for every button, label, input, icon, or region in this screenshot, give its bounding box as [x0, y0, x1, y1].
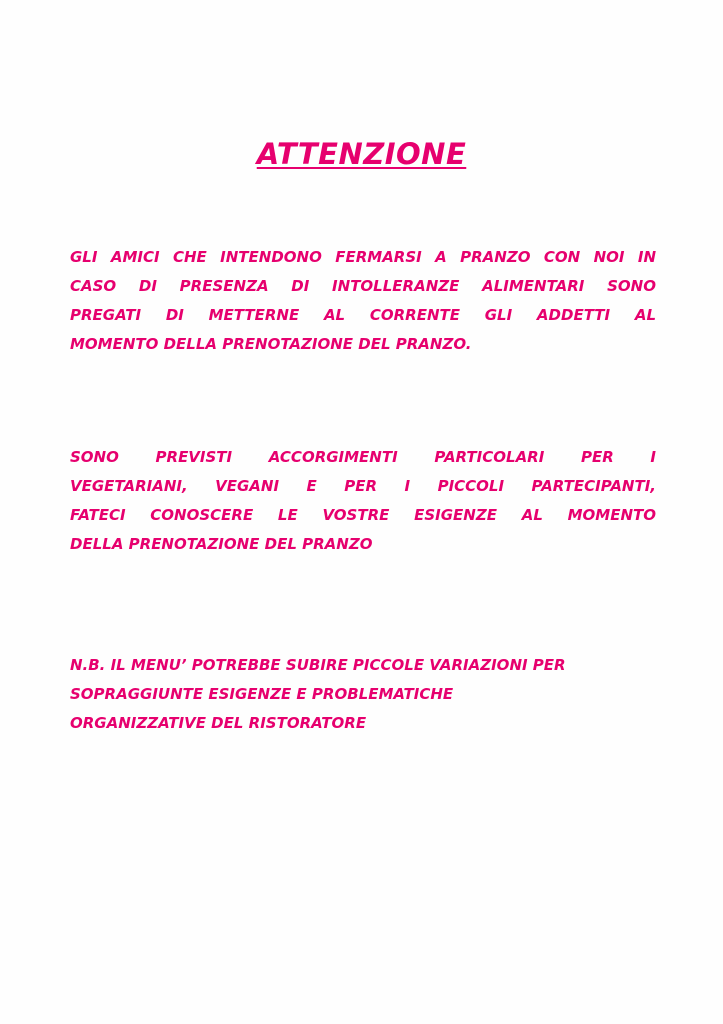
- paragraph-line: ORGANIZZATIVE DEL RISTORATORE: [70, 714, 367, 732]
- paragraph-line: FATECI CONOSCERE LE VOSTRE ESIGENZE AL MOMENTO: [70, 506, 656, 524]
- paragraph-line: CASO DI PRESENZA DI INTOLLERANZE ALIMENTARI SONO: [70, 277, 656, 295]
- paragraph-intolerances: [70, 243, 656, 359]
- page-title: ATTENZIONE: [256, 137, 467, 171]
- paragraph-line: GLI AMICI CHE INTENDONO FERMARSI A PRANZO CON NOI IN: [70, 248, 656, 266]
- paragraph-line: VEGETARIANI, VEGANI E PER I PICCOLI PARTECIPANTI,: [70, 477, 656, 495]
- paragraph-line: MOMENTO DELLA PRENOTAZIONE DEL PRANZO.: [70, 335, 472, 353]
- paragraph-menu-note: [70, 651, 656, 738]
- paragraph-line: PREGATI DI METTERNE AL CORRENTE GLI ADDETTI AL: [70, 306, 656, 324]
- paragraph-line: SONO PREVISTI ACCORGIMENTI PARTICOLARI PER I: [70, 448, 656, 466]
- paragraph-line: SOPRAGGIUNTE ESIGENZE E PROBLEMATICHE: [70, 685, 454, 703]
- paragraph-line: N.B. IL MENU’ POTREBBE SUBIRE PICCOLE VARIAZIONI PER: [70, 656, 566, 674]
- paragraph-special-diets: [70, 443, 656, 559]
- paragraph-line: DELLA PRENOTAZIONE DEL PRANZO: [70, 535, 373, 553]
